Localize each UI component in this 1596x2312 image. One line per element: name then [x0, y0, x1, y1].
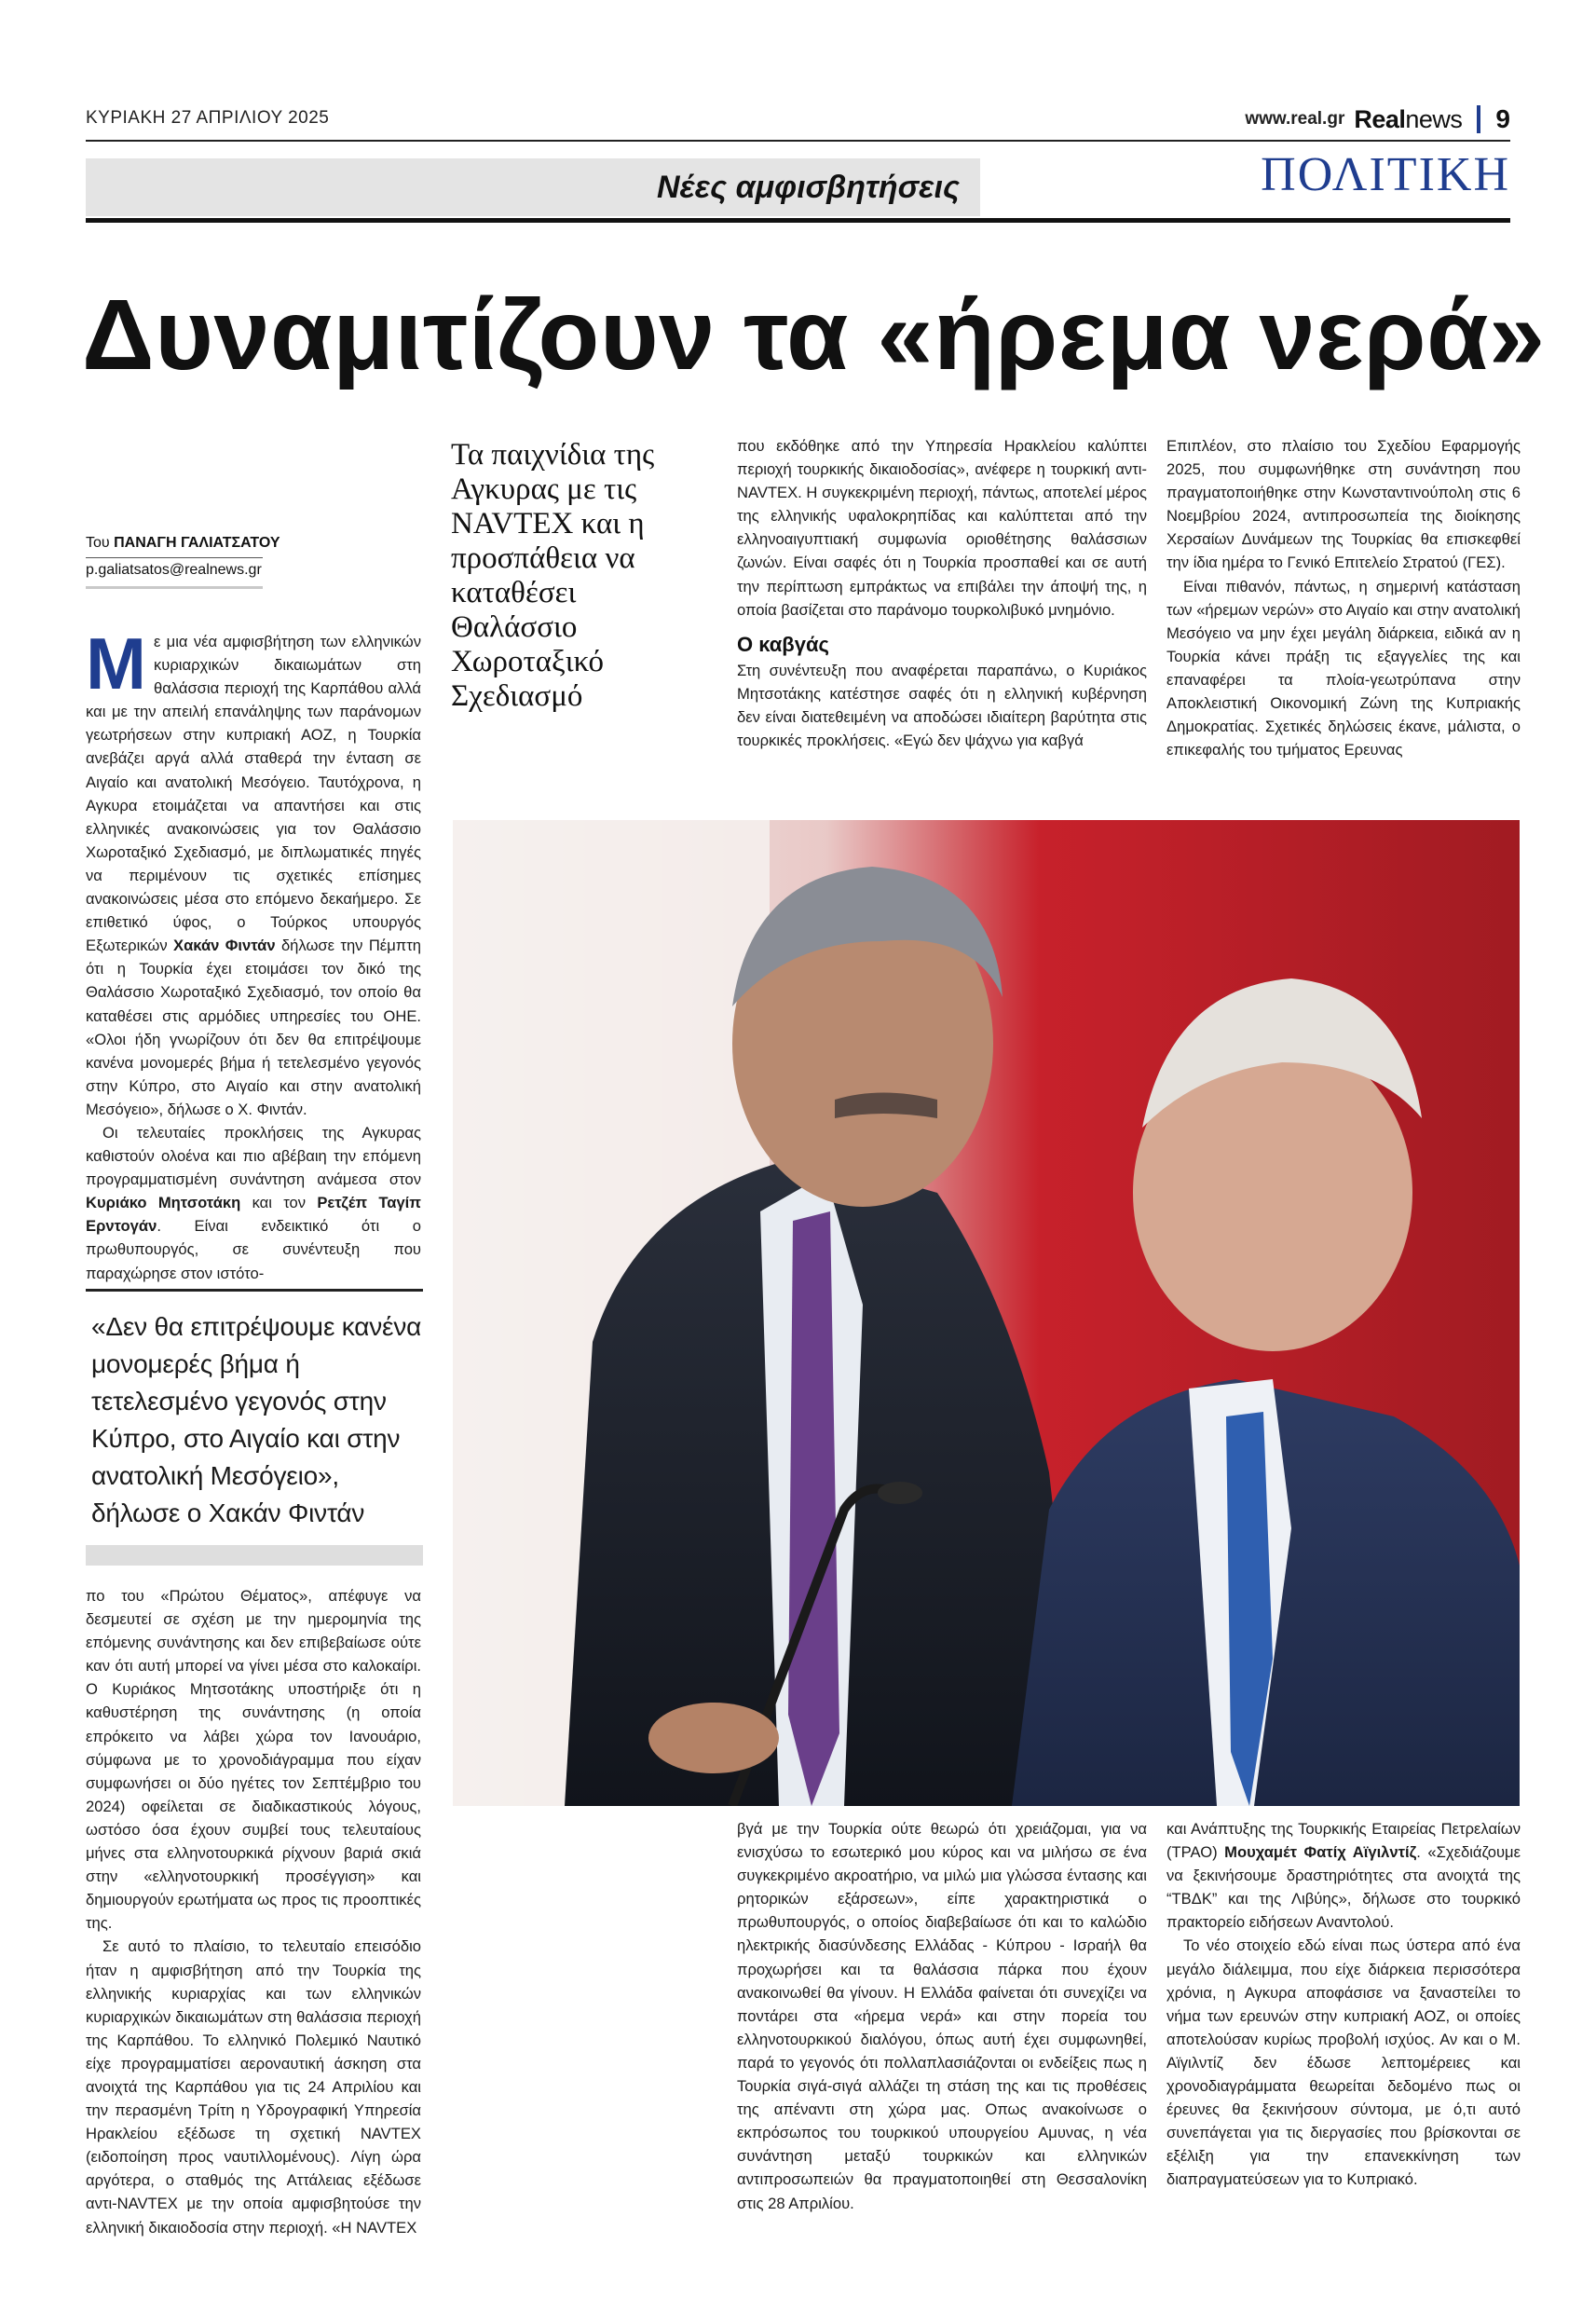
column-1-upper	[86, 622, 421, 1285]
quote-rule	[86, 1289, 423, 1292]
pull-quote	[86, 1289, 423, 1566]
column-3-upper	[737, 434, 1147, 752]
header-rule	[86, 140, 1510, 142]
byline-prefix: Του	[86, 535, 110, 551]
paragraph	[1166, 1817, 1521, 1934]
paragraph: Επιπλέον, στο πλαίσιο του Σχεδίου Εφαρμογής 2025, που συμφωνήθηκε στη συνάντηση που πραγματοποιήθηκε στην Κωνσταντινούπολη στις 6 Νοεμβρίου 2024, αντιπροσωπεία της διοίκησης Χερσαίων Δυνάμεων της Τουρκίας θα επισκεφθεί την ίδια ημέρα το Γενικό Επιτελείο Στρατού (ΓΕΣ).	[1166, 437, 1521, 572]
byline-author	[86, 535, 412, 552]
section-rule	[86, 218, 1510, 223]
headline: Δυναμιτίζουν τα «ήρεμα νερά»	[82, 278, 1546, 390]
page-number: 9	[1495, 104, 1510, 133]
text-run: δήλωσε την Πέμπτη ότι η Τουρκία έχει ετοιμάσει τον δικό της Θαλάσσιο Χωροταξικό Σχεδιασμό, τον οποίο θα καταθέσει στις αρμόδιες υπηρεσίες του ΟΗΕ. «Ολοι ήδη γνωρίζουν ότι δεν θα επιτρέψουμε κανένα μονομερές βήμα ή τετελεσμένο γεγονός στην Κύπρο, στο Αιγαίο και στην ανατολική Μεσόγειο», δήλωσε ο Χ. Φιντάν.	[86, 937, 421, 1118]
column-4-upper	[1166, 434, 1521, 761]
kicker: Νέες αμφισβητήσεις	[656, 170, 960, 205]
subheading: Ο καβγάς	[737, 632, 829, 656]
site-url: www.real.gr	[1245, 109, 1345, 129]
column-1-lower	[86, 1584, 421, 2239]
byline-bar	[86, 586, 263, 589]
section-title: ΠΟΛΙΤΙΚΗ	[1261, 148, 1510, 201]
paragraph: Στη συνέντευξη που αναφέρεται παραπάνω, ο Κυριάκος Μητσοτάκης κατέστησε σαφές ότι η ελληνική κυβέρνηση δεν είναι διατεθειμένη να αποδώσει ιδιαίτερη βαρύτητα στις τουρκικές προκλήσεις. «Εγώ δεν ψάχνω για καβγά	[737, 661, 1147, 750]
person-name: Ρετζέπ Ταγίπ Ερντογάν	[86, 1194, 421, 1236]
person-name: Κυριάκο Μητσοτάκη	[86, 1194, 241, 1212]
person-name: Χακάν Φιντάν	[173, 937, 276, 955]
issue-date: ΚΥΡΙΑΚΗ 27 ΑΠΡΙΛΙΟΥ 2025	[86, 108, 330, 128]
paragraph: που εκδόθηκε από την Υπηρεσία Ηρακλείου καλύπτει περιοχή τουρκικής δικαιοδοσίας», ανέφερε η τουρκική αντι-NAVTEX. Η συγκεκριμένη περιοχή, πάντως, αποτελεί μέρος της ελληνικής υφαλοκρηπίδας και καλύπτεται από την ελληνοαιγυπτιακή συμφωνία οριοθέτησης θαλάσσιων ζωνών. Είναι σαφές ότι η Τουρκία προσπαθεί και σε αυτή την περίπτωση εμπράκτως να επιβάλει την άποψή της, η οποία βασίζεται στο παράνομο τουρκολιβυκό μνημόνιο.	[737, 437, 1147, 619]
paragraph: βγά με την Τουρκία ούτε θεωρώ ότι χρειάζομαι, για να ενισχύσω το εσωτερικό μου κύρος και να μιλήσω σε ένα συγκεκριμένο ακροατήριο, να μιλώ μια γλώσσα έντασης και ρητορικών εξάρσεων», είπε χαρακτηριστικά ο πρωθυπουργός, ο οποίος διαβεβαίωσε ότι και το καλώδιο ηλεκτρικής διασύνδεσης Ελλάδας - Κύπρου - Ισραήλ θα προχωρήσει και τα θαλάσσια πάρκα που έχουν ανακοινωθεί θα γίνουν. Η Ελλάδα φαίνεται ότι συνεχίζει να ποντάρει στα «ήρεμα νερά» και στην πορεία του ελληνοτουρκικού διαλόγου, όπως αυτή έχει συμφωνηθεί, παρά το γεγονός ότι πολλαπλασιάζονται οι ενδείξεις πως η Τουρκία σιγά-σιγά αλλάζει τη στάση της και τις προθέσεις της απέναντι στη χώρα μας. Οπως ανακοίνωσε ο εκπρόσωπος του τουρκικού υπουργείου Αμυνας, η νέα συνάντηση μεταξύ τουρκικών και ελληνικών αντιπροσωπειών θα πραγματοποιηθεί στη Θεσσαλονίκη στις 28 Απριλίου.	[737, 1820, 1147, 2212]
kicker-band	[86, 158, 980, 216]
paragraph: Το νέο στοιχείο εδώ είναι πως ύστερα από ένα μεγάλο διάλειμμα, που είχε διάρκεια περισσότερα χρόνια, η Αγκυρα αποφάσισε να ξαναστείλει το νήμα των ερευνών στην κυπριακή ΑΟΖ, οι οποίες αποτελούσαν κυρίως προβολή ισχύος. Αν και ο Μ. Αϊγιλντίζ δεν έδωσε λεπτομέρειες και χρονοδιαγράμματα θεωρείται δεδομένο πως οι έρευνες θα ξεκινήσουν σύντομα, με ό,τι αυτό συνεπάγεται για τις διεργασίες που βρίσκονται σε εξέλιξη για την επανεκκίνηση των διαπραγματεύσεων για το Κυπριακό.	[1166, 1936, 1521, 2189]
drop-cap: Μ	[86, 622, 146, 705]
text-run: Οι τελευταίες προκλήσεις της Αγκυρας καθιστούν ολοένα και πιο αβέβαιη την επόμενη προγραμματισμένη συνάντηση ανάμεσα στον	[86, 1123, 421, 1189]
text-run: . «Σχεδιάζουμε να ξεκινήσουμε δραστηριότητες στα ανοιχτά της “ΤΒΔΚ” και της Λιβύης», δήλωσε στο τουρκικό πρακτορείο ειδήσεων Αναντολού.	[1166, 1843, 1521, 1932]
byline-rule	[86, 557, 263, 558]
text-run: . Είναι ενδεικτικό ότι ο πρωθυπουργός, σε συνέντευξη που παραχώρησε στον ιστότο-	[86, 1217, 421, 1282]
text-run: και τον	[240, 1194, 318, 1212]
column-3-lower	[737, 1817, 1147, 2215]
column-4-lower	[1166, 1817, 1521, 2192]
subhead: Τα παιχνίδια της Αγκυρας με τις NAVTEX και η προσπάθεια να καταθέσει Θαλάσσιο Χωροταξικό Σχεδιασμό	[451, 438, 655, 713]
photo-fidan-erdogan	[453, 820, 1520, 1806]
brand-logo-bold: Real	[1354, 104, 1406, 133]
photo-illustration	[453, 820, 1520, 1806]
byline	[86, 535, 412, 589]
text-run: και Ανάπτυξης της Τουρκικής Εταιρείας Πετρελαίων (ΤΡΑΟ)	[1166, 1820, 1521, 1862]
author-email: p.galiatsatos@realnews.gr	[86, 562, 262, 578]
quote-bar	[86, 1545, 423, 1566]
brand-logo-light: news	[1405, 104, 1463, 133]
paragraph	[86, 622, 421, 1121]
paragraph: Είναι πιθανόν, πάντως, η σημερινή κατάσταση των «ήρεμων νερών» στο Αιγαίο και στην ανατολική Μεσόγειο να μην έχει μεγάλη διάρκεια, ειδικά αν η Τουρκία κάνει πράξη τις εξαγγελίες της και επαναφέρει τα πλοία-γεωτρύπανα στην Αποκλειστική Οικονομική Ζώνη της Κυπριακής Δημοκρατίας. Σχετικές δηλώσεις έκανε, μάλιστα, ο επικεφαλής του τμήματος Ερευνας	[1166, 577, 1521, 759]
masthead-right	[1245, 104, 1510, 134]
masthead-divider	[1477, 105, 1480, 133]
quote-text: «Δεν θα επιτρέψουμε κανένα μονομερές βήμα ή τετελεσμένο γεγονός στην Κύπρο, στο Αιγαίο και στην ανατολική Μεσόγειο», δήλωσε ο Χακάν Φιντάν	[91, 1312, 422, 1527]
paragraph	[86, 1121, 421, 1285]
author-name: ΠΑΝΑΓΗ ΓΑΛΙΑΤΣΑΤΟΥ	[114, 535, 280, 551]
text-run: ε μια νέα αμφισβήτηση των ελληνικών κυριαρχικών δικαιωμάτων στη θαλάσσια περιοχή της Καρπάθου αλλά και με την απειλή επανάληψης των παράνομων γεωτρήσεων στην κυπριακή ΑΟΖ, η Τουρκία ανεβάζει αργά αλλά σταθερά την ένταση σε Αιγαίο και ανατολική Μεσόγειο. Ταυτόχρονα, η Αγκυρα ετοιμάζεται να απαντήσει και στις ελληνικές ανακοινώσεις για τον Θαλάσσιο Χωροταξικό Σχεδιασμό, με διπλωματικές πηγές να περιμένουν τις σχετικές επίσημες ανακοινώσεις μέσα στο επόμενο δεκαήμερο. Σε επιθετικό ύφος, ο Τούρκος υπουργός Εξωτερικών	[86, 633, 421, 955]
person-name: Μουχαμέτ Φατίχ Αϊγιλντίζ	[1224, 1843, 1417, 1862]
brand-logo	[1354, 105, 1462, 134]
paragraph: Σε αυτό το πλαίσιο, το τελευταίο επεισόδιο ήταν η αμφισβήτηση από την Τουρκία της ελληνικής κυριαρχίας και των ελληνικών κυριαρχικών δικαιωμάτων στη θαλάσσια περιοχή της Καρπάθου. Το ελληνικό Πολεμικό Ναυτικό είχε προγραμματίσει αεροναυτική άσκηση στα ανοιχτά της Καρπάθου για τις 24 Απριλίου και την περασμένη Τρίτη η Υδρογραφική Υπηρεσία Ηρακλείου εξέδωσε τη σχετική NAVTEX (ειδοποίηση προς ναυτιλλομένους). Λίγη ώρα αργότερα, ο σταθμός της Αττάλειας εξέδωσε αντι-NAVTEX με την οποία αμφισβητούσε την ελληνική δικαιοδοσία στην περιοχή. «Η NAVTEX	[86, 1937, 421, 2237]
paragraph: πο του «Πρώτου Θέματος», απέφυγε να δεσμευτεί σε σχέση με την ημερομηνία της επόμενης συνάντησης και δεν επιβεβαίωσε ούτε καν ότι αυτή μπορεί να γίνει μέσα στο καλοκαίρι. Ο Κυριάκος Μητσοτάκης υποστήριξε ότι η καθυστέρηση της συνάντησης (η οποία επρόκειτο να λάβει χώρα τον Ιανουάριο, σύμφωνα με το χρονοδιάγραμμα που είχαν συμφωνήσει οι δύο ηγέτες τον Σεπτέμβριο του 2024) οφείλεται σε διαδικαστικούς λόγους, ωστόσο όσα έχουν συμβεί τους τελευταίους μήνες στα ελληνοτουρκικά ρίχνουν βαριά σκιά στην «ελληνοτουρκική προσέγγιση» και δημιουργούν ερωτήματα ως προς τις προοπτικές της.	[86, 1587, 421, 1933]
